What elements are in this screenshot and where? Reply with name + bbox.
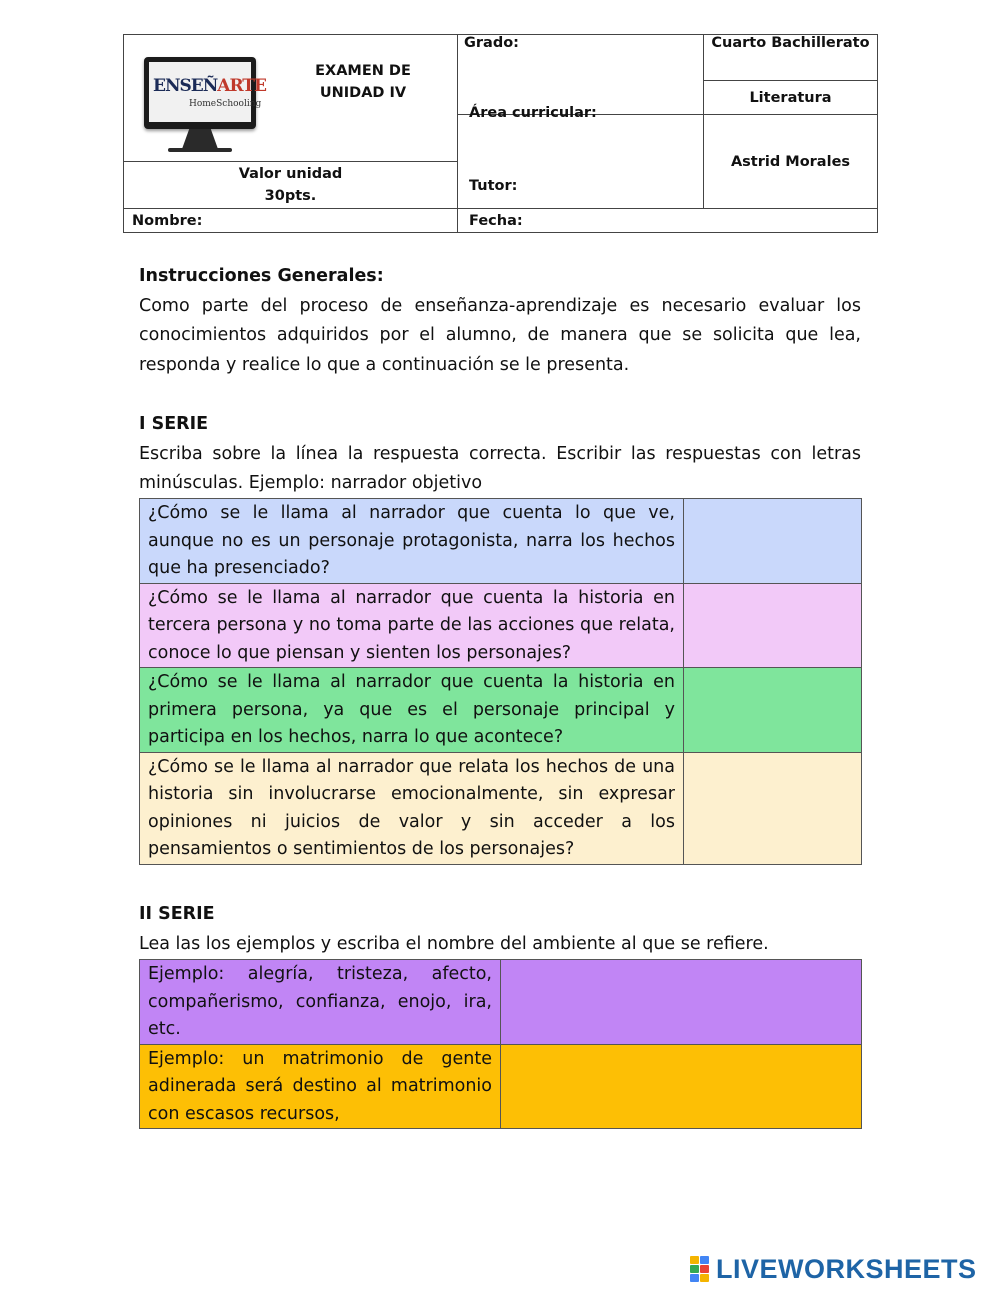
grado-area-cell bbox=[458, 35, 704, 121]
table-row bbox=[140, 668, 862, 753]
serie1-title: I SERIE bbox=[139, 414, 209, 434]
liveworksheets-logo bbox=[690, 1254, 977, 1284]
serie2-table bbox=[139, 959, 862, 1129]
valor-points: 30pts. bbox=[264, 188, 317, 204]
monitor-icon bbox=[144, 57, 266, 129]
grado-value: Cuarto Bachillerato bbox=[704, 35, 878, 81]
serie1-question-1: ¿Cómo se le llama al narrador que cuenta lo que ve, aunque no es un personaje protagonista, narra los hechos que ha presenciado? bbox=[140, 499, 684, 584]
logo-text-main: ENSEÑ bbox=[153, 76, 218, 96]
table-row bbox=[140, 960, 862, 1045]
table-row bbox=[140, 1044, 862, 1129]
liveworksheets-brand: LIVEWORKSHEETS bbox=[716, 1253, 977, 1284]
serie2-question-1: Ejemplo: alegría, tristeza, afecto, compañerismo, confianza, enojo, ira, etc. bbox=[140, 960, 501, 1045]
fecha-label: Fecha: bbox=[458, 209, 878, 233]
serie2-title: II SERIE bbox=[139, 904, 215, 924]
serie1-answer-1[interactable] bbox=[684, 499, 862, 584]
instructions-block bbox=[139, 262, 861, 380]
serie1-question-3: ¿Cómo se le llama al narrador que cuenta la historia en primera persona, ya que es el personaje principal y participa en los hechos, narra lo que acontece? bbox=[140, 668, 684, 753]
serie1-question-4: ¿Cómo se le llama al narrador que relata los hechos de una historia sin involucrarse emocionalmente, sin expresar opiniones ni juicios de valor y sin acceder a los pensamientos o sentimientos de los personajes? bbox=[140, 752, 684, 864]
serie1-header bbox=[139, 410, 861, 499]
serie2-answer-2[interactable] bbox=[501, 1044, 862, 1129]
serie2-answer-1[interactable] bbox=[501, 960, 862, 1045]
logo-subtext: HomeSchooling bbox=[189, 99, 262, 109]
liveworksheets-icon bbox=[690, 1256, 710, 1282]
serie2-instruction: Lea las los ejemplos y escriba el nombre del ambiente al que se refiere. bbox=[139, 933, 769, 954]
tutor-value: Astrid Morales bbox=[704, 115, 878, 209]
serie2-question-2: Ejemplo: un matrimonio de gente adinerada será destino al matrimonio con escasos recursos, bbox=[140, 1044, 501, 1129]
serie1-answer-4[interactable] bbox=[684, 752, 862, 864]
grado-label: Grado: bbox=[464, 35, 519, 51]
valor-label: Valor unidad bbox=[238, 166, 343, 182]
instructions-body: Como parte del proceso de enseñanza-aprendizaje es necesario evaluar los conocimientos adquiridos por el alumno, de manera que se solicita que lea, responda y realice lo que a continuación se le presenta. bbox=[139, 295, 861, 375]
nombre-label: Nombre: bbox=[124, 209, 458, 233]
serie2-header bbox=[139, 900, 861, 959]
exam-header bbox=[123, 34, 877, 233]
serie1-question-2: ¿Cómo se le llama al narrador que cuenta la historia en tercera persona y no toma parte de las acciones que relata, conoce lo que piensan y sienten los personajes? bbox=[140, 583, 684, 668]
valor-cell bbox=[124, 162, 458, 209]
exam-title: EXAMEN DE UNIDAD IV bbox=[315, 63, 411, 101]
logo-title-cell bbox=[124, 35, 458, 162]
area-value: Literatura bbox=[704, 81, 878, 115]
tutor-label: Tutor: bbox=[458, 115, 704, 209]
serie1-answer-3[interactable] bbox=[684, 668, 862, 753]
table-row bbox=[140, 583, 862, 668]
serie1-answer-2[interactable] bbox=[684, 583, 862, 668]
logo-text-accent: ARTE bbox=[217, 76, 266, 96]
serie1-instruction: Escriba sobre la línea la respuesta correcta. Escribir las respuestas con letras minúsculas. Ejemplo: narrador objetivo bbox=[139, 443, 861, 493]
area-label: Área curricular: bbox=[469, 105, 597, 121]
instructions-title: Instrucciones Generales: bbox=[139, 266, 384, 286]
school-logo bbox=[138, 55, 266, 157]
table-row bbox=[140, 752, 862, 864]
table-row bbox=[140, 499, 862, 584]
serie1-table bbox=[139, 498, 862, 865]
